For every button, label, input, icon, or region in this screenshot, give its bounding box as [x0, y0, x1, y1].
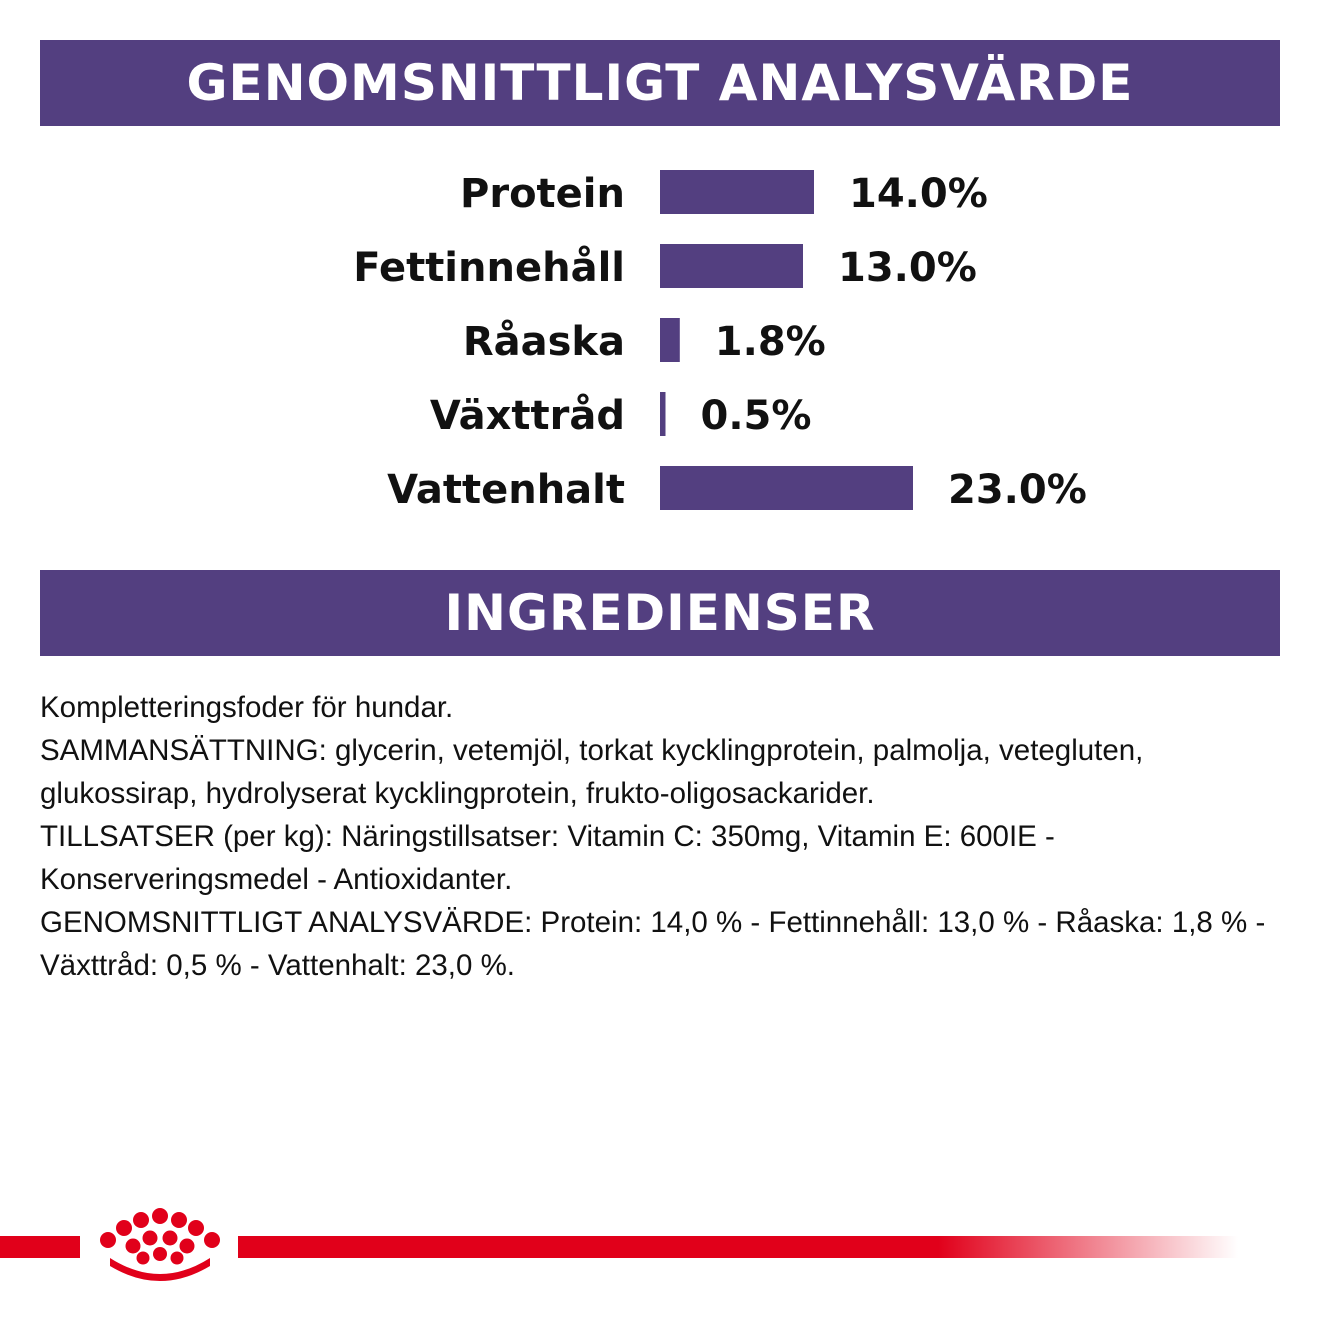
bar [660, 466, 913, 510]
ingredients-paragraph: TILLSATSER (per kg): Näringstillsatser: Vitamin C: 350mg, Vitamin E: 600IE - Konserveringsmedel - Antioxidanter. [40, 820, 1055, 896]
bar [660, 244, 803, 288]
value-label: 1.8% [714, 319, 826, 365]
value-label: 23.0% [948, 467, 1087, 513]
analysis-banner: GENOMSNITTLIGT ANALYSVÄRDE [40, 40, 1280, 126]
value-label: 0.5% [700, 393, 812, 439]
category-label: Fettinnehåll [353, 245, 625, 291]
ingredients-text [40, 686, 1280, 987]
ingredients-paragraph: SAMMANSÄTTNING: glycerin, vetemjöl, torkat kycklingprotein, palmolja, vetegluten, glukossirap, hydrolyserat kycklingprotein, frukto-oligosackarider. [40, 734, 1144, 810]
bar [660, 170, 814, 214]
bar [660, 318, 680, 362]
category-label: Vattenhalt [387, 467, 625, 513]
brand-line-left [0, 1236, 80, 1258]
bar [660, 392, 666, 436]
category-label: Protein [460, 171, 625, 217]
ingredients-banner: INGREDIENSER [40, 570, 1280, 656]
ingredients-paragraph: Kompletteringsfoder för hundar. [40, 691, 454, 724]
category-label: Råaska [462, 319, 625, 365]
ingredients-paragraph: GENOMSNITTLIGT ANALYSVÄRDE: Protein: 14,0 % - Fettinnehåll: 13,0 % - Råaska: 1,8 % - Växttråd: 0,5 % - Vattenhalt: 23,0 %. [40, 906, 1266, 982]
value-label: 13.0% [838, 245, 977, 291]
category-label: Växttråd [429, 393, 625, 439]
nutrient-bar-chart [0, 150, 1320, 530]
value-label: 14.0% [849, 171, 988, 217]
royal-canin-crown-icon [88, 1206, 232, 1282]
brand-line-right [238, 1236, 1238, 1258]
